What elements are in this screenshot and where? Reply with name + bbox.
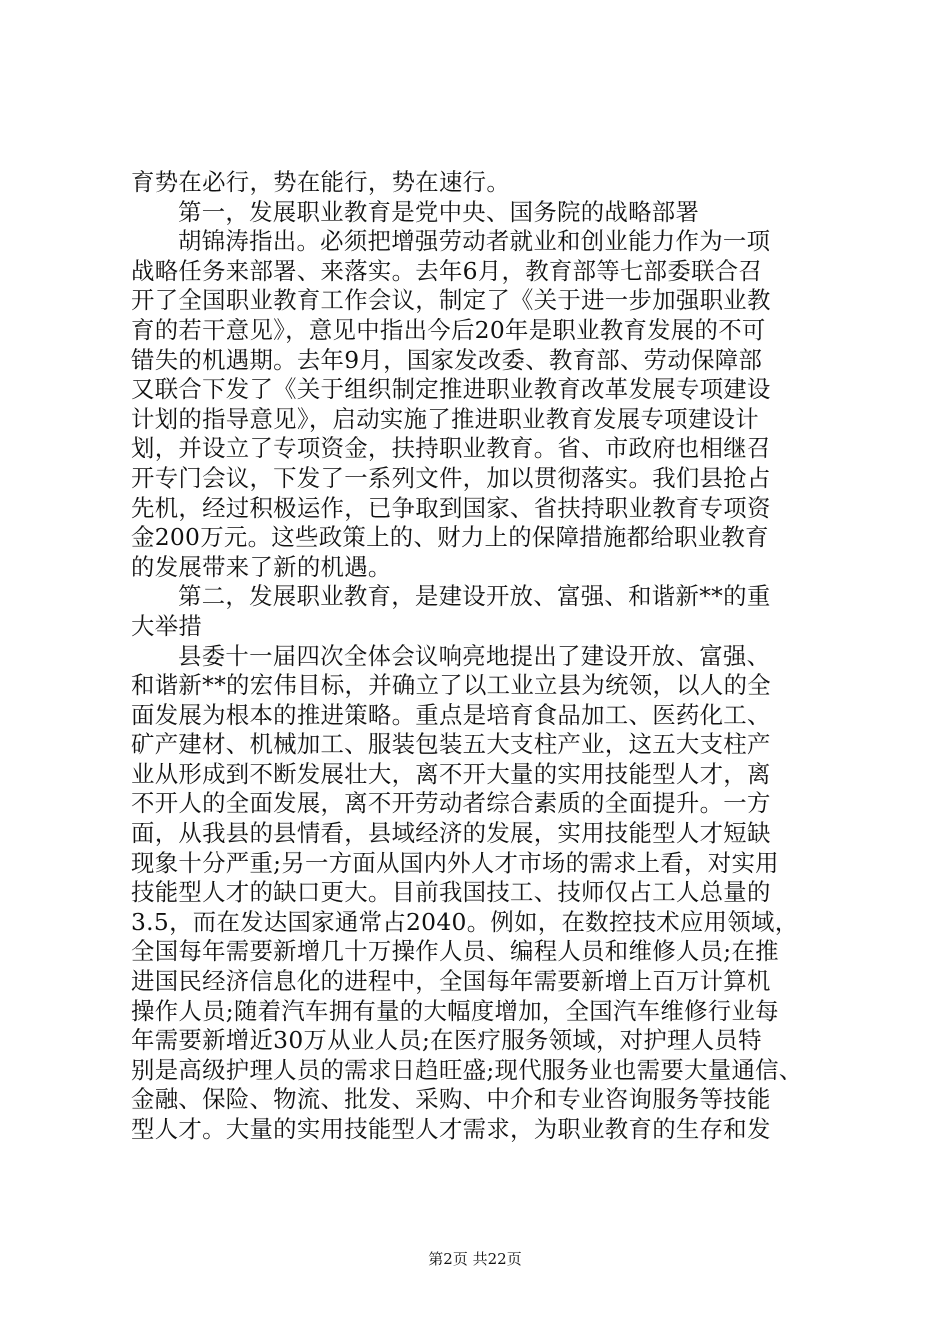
text-line: 又联合下发了《关于组织制定推进职业教育改革发展专项建设 [131, 375, 771, 404]
text-line: 错失的机遇期。去年9月，国家发改委、教育部、劳动保障部 [131, 345, 763, 374]
text-line: 胡锦涛指出。必须把增强劳动者就业和创业能力作为一项 [178, 227, 771, 256]
document-body [131, 168, 826, 1145]
text-line: 别是高级护理人员的需求日趋旺盛;现代服务业也需要大量通信、 [131, 1055, 803, 1084]
text-line: 开了全国职业教育工作会议，制定了《关于进一步加强职业教 [131, 286, 771, 315]
text-line: 金200万元。这些政策上的、财力上的保障措施都给职业教育 [131, 523, 769, 552]
text-line: 划，并设立了专项资金，扶持职业教育。省、市政府也相继召 [131, 434, 771, 463]
text-line: 育势在必行，势在能行，势在速行。 [131, 168, 511, 196]
text-line: 开专门会议，下发了一系列文件，加以贯彻落实。我们县抢占 [131, 463, 771, 492]
text-line: 第一，发展职业教育是党中央、国务院的战略部署 [178, 197, 700, 226]
text-line: 先机，经过积极运作，已争取到国家、省扶持职业教育专项资 [131, 493, 771, 522]
text-line: 技能型人才的缺口更大。目前我国技工、技师仅占工人总量的 [131, 878, 771, 907]
text-line: 大举措 [131, 611, 203, 640]
text-line: 育的若干意见》，意见中指出今后20年是职业教育发展的不可 [131, 315, 766, 344]
text-line: 不开人的全面发展，离不开劳动者综合素质的全面提升。一方 [131, 789, 771, 818]
text-line: 金融、保险、物流、批发、采购、中介和专业咨询服务等技能 [131, 1085, 771, 1114]
text-line: 现象十分严重;另一方面从国内外人才市场的需求上看，对实用 [131, 848, 779, 877]
page-footer: 第2页 共22页 [428, 1250, 522, 1268]
text-line: 进国民经济信息化的进程中，全国每年需要新增上百万计算机 [131, 967, 771, 996]
text-line: 业从形成到不断发展壮大，离不开大量的实用技能型人才，离 [131, 759, 771, 788]
text-line: 年需要新增近30万从业人员;在医疗服务领域，对护理人员特 [131, 1026, 762, 1055]
text-line: 操作人员;随着汽车拥有量的大幅度增加，全国汽车维修行业每 [131, 996, 779, 1025]
text-line: 战略任务来部署、来落实。去年6月，教育部等七部委联合召 [131, 256, 763, 285]
text-line: 面发展为根本的推进策略。重点是培育食品加工、医药化工、 [131, 700, 771, 729]
text-line: 3.5，而在发达国家通常占2040。例如，在数控技术应用领域， [131, 907, 799, 936]
text-line: 第二，发展职业教育，是建设开放、富强、和谐新**的重 [178, 582, 771, 611]
text-line: 型人才。大量的实用技能型人才需求，为职业教育的生存和发 [131, 1115, 771, 1143]
text-line: 面，从我县的县情看，县域经济的发展，实用技能型人才短缺 [131, 819, 771, 848]
text-line: 的发展带来了新的机遇。 [131, 552, 392, 581]
text-line: 和谐新**的宏伟目标，并确立了以工业立县为统领，以人的全 [131, 671, 771, 700]
text-line: 全国每年需要新增几十万操作人员、编程人员和维修人员;在推 [131, 937, 779, 966]
text-line: 矿产建材、机械加工、服装包装五大支柱产业，这五大支柱产 [131, 730, 771, 759]
text-line: 县委十一届四次全体会议响亮地提出了建设开放、富强、 [178, 641, 771, 670]
text-line: 计划的指导意见》，启动实施了推进职业教育发展专项建设计 [131, 404, 759, 433]
